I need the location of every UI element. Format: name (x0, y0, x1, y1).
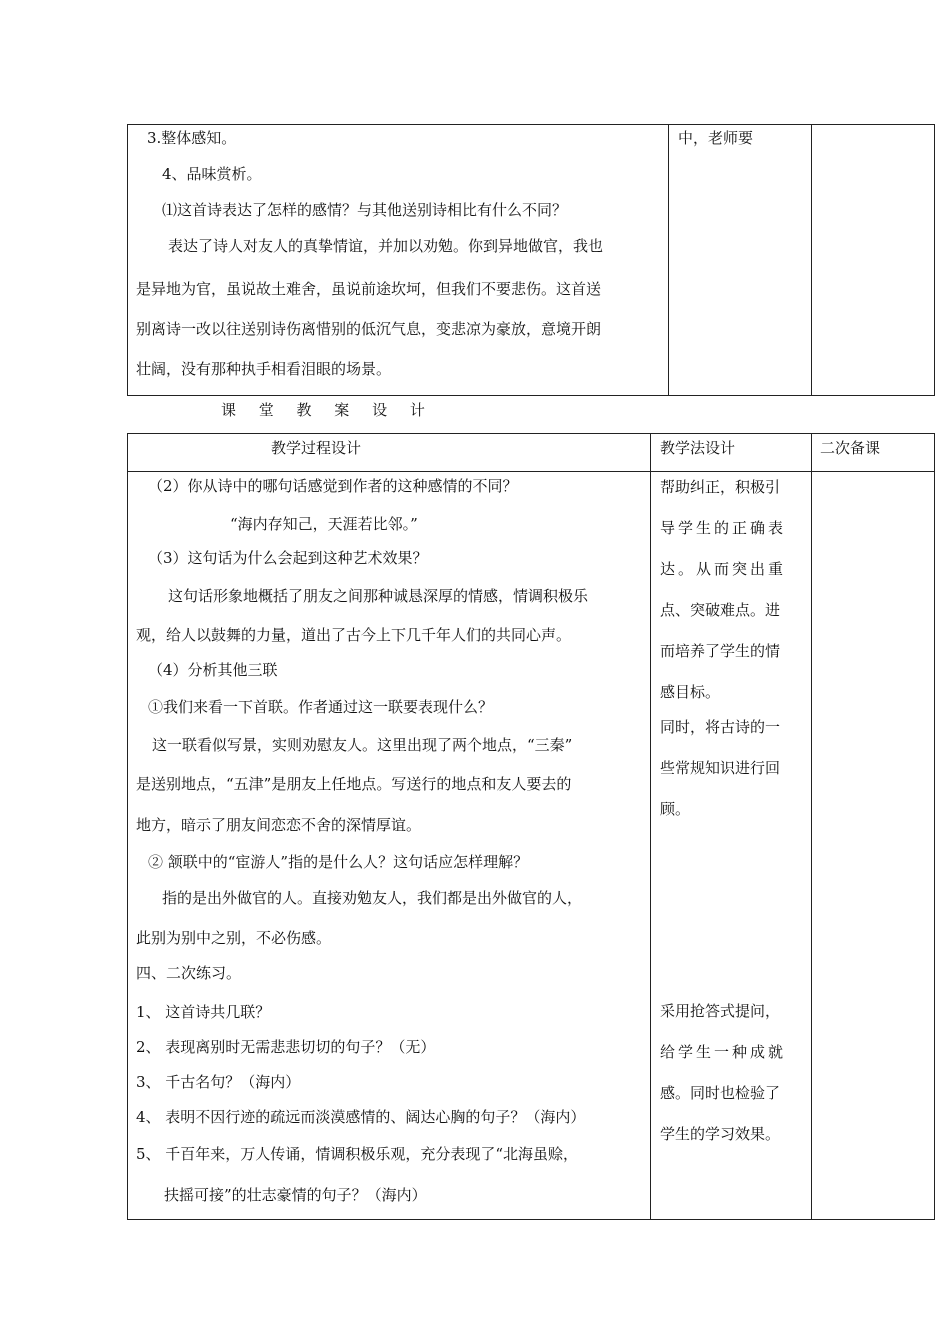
text-line: 表达了诗人对友人的真挚情谊，并加以劝勉。你到异地做官，我也 (168, 237, 604, 255)
text-line: 给学生一种成就 (660, 1043, 787, 1061)
text-line: “海内存知己，天涯若比邻。” (230, 515, 418, 533)
text-line: 这一联看似写景，实则劝慰友人。这里出现了两个地点，“三秦” (152, 736, 573, 754)
header-method: 教学法设计 (660, 439, 736, 457)
text-line: 4、 表明不因行迹的疏远而淡漠感情的、阔达心胸的句子？（海内） (136, 1108, 586, 1126)
text-line: 感。同时也检验了 (660, 1084, 781, 1102)
header-review: 二次备课 (820, 439, 881, 457)
text-line: 四、二次练习。 (136, 964, 242, 982)
text-line: 1、 这首诗共几联？ (136, 1003, 271, 1021)
text-line: 3、 千古名句？（海内） (136, 1073, 301, 1091)
text-line: 指的是出外做官的人。直接劝勉友人，我们都是出外做官的人， (162, 889, 583, 907)
text-line: 这句话形象地概括了朋友之间那种诚恳深厚的情感，情调积极乐 (168, 587, 589, 605)
text-line: 是异地为官，虽说故土难舍，虽说前途坎坷，但我们不要悲伤。这首送 (136, 280, 602, 298)
text-line: 壮阔，没有那种执手相看泪眼的场景。 (136, 360, 392, 378)
text-line: （4）分析其他三联 (148, 661, 278, 679)
text-line: 2、 表现离别时无需悲悲切切的句子？（无） (136, 1038, 436, 1056)
text-line: 5、 千百年来，万人传诵，情调积极乐观，充分表现了“北海虽赊， (136, 1145, 578, 1163)
text-line: 而培养了学生的情 (660, 642, 781, 660)
text-line: （3）这句话为什么会起到这种艺术效果？ (148, 549, 428, 567)
text-line: 3.整体感知。 (147, 129, 237, 147)
text-line: 别离诗一改以往送别诗伤离惜别的低沉气息，变悲凉为豪放，意境开朗 (136, 320, 602, 338)
header-process: 教学过程设计 (271, 439, 362, 457)
section-caption: 课 堂 教 案 设 计 (221, 401, 434, 419)
text-line: 采用抢答式提问， (660, 1002, 781, 1020)
text-line: ⑴这首诗表达了怎样的感情？与其他送别诗相比有什么不同？ (162, 201, 568, 219)
text-line: 感目标。 (660, 683, 721, 701)
text-line: 是送别地点，“五津”是朋友上任地点。写送行的地点和友人要去的 (136, 775, 572, 793)
text-line: 些常规知识进行回 (660, 759, 781, 777)
text-line: 中，老师要 (678, 129, 754, 147)
text-line: 点、突破难点。进 (660, 601, 781, 619)
text-line: 导学生的正确表 (660, 519, 787, 537)
text-line: 地方，暗示了朋友间恋恋不舍的深情厚谊。 (136, 816, 422, 834)
text-line: ② 颔联中的“宦游人”指的是什么人？这句话应怎样理解？ (148, 853, 529, 871)
text-line: 顾。 (660, 800, 691, 818)
text-line: ①我们来看一下首联。作者通过这一联要表现什么？ (148, 698, 494, 716)
text-line: 帮助纠正，积极引 (660, 478, 781, 496)
text-line: 4、品味赏析。 (162, 165, 262, 183)
text-line: 学生的学习效果。 (660, 1125, 781, 1143)
text-line: 此别为别中之别，不必伤感。 (136, 929, 332, 947)
text-line: 同时，将古诗的一 (660, 718, 781, 736)
text-line: 扶摇可接”的壮志豪情的句子？（海内） (164, 1186, 427, 1204)
text-line: （2）你从诗中的哪句话感觉到作者的这种感情的不同？ (148, 477, 518, 495)
text-line: 达。从而突出重 (660, 560, 787, 578)
text-line: 观，给人以鼓舞的力量，道出了古今上下几千年人们的共同心声。 (136, 626, 572, 644)
